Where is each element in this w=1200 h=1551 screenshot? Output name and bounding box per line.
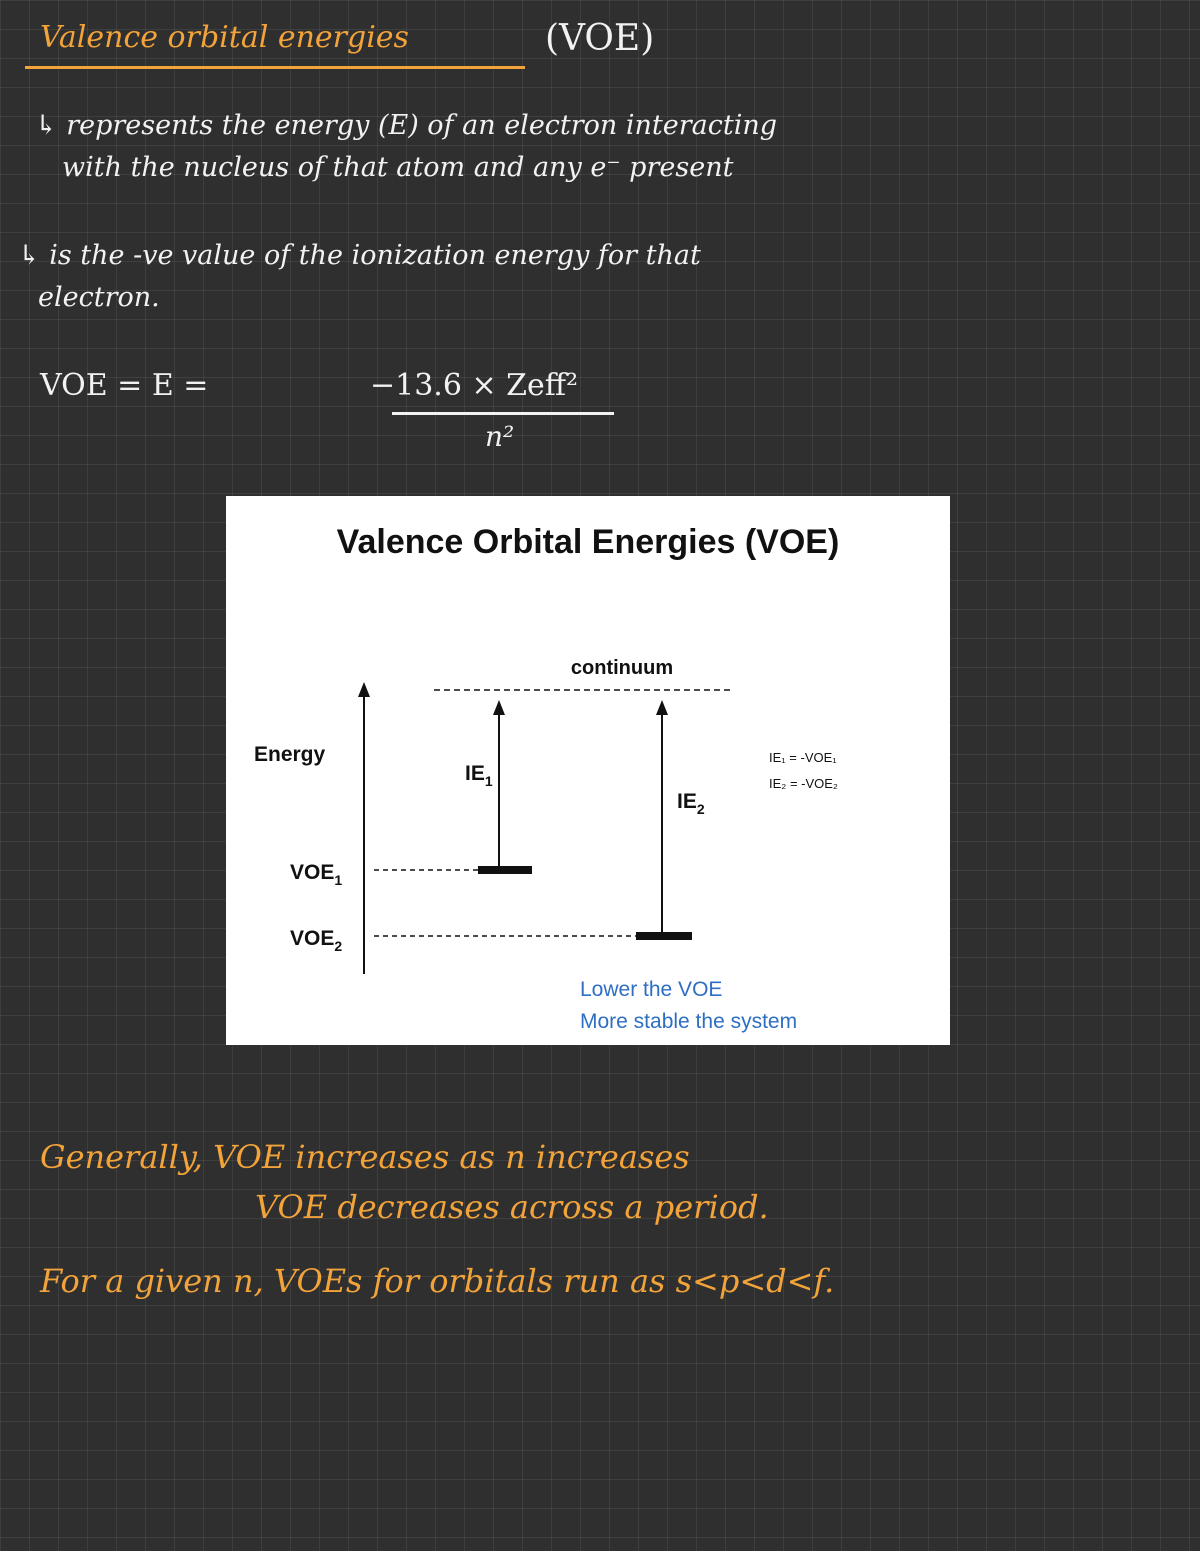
definition-line-3: ↳ is the -ve value of the ionization energy for that <box>18 240 701 271</box>
equation-lhs: VOE = E = <box>40 368 209 403</box>
equation-numerator: −13.6 × Zeff² <box>370 368 579 403</box>
definition-line-2: with the nucleus of that atom and any e⁻ present <box>62 152 734 183</box>
notes-title-abbr: (VOE) <box>545 18 655 59</box>
ie2-label: $IE_2$ <box>677 790 705 817</box>
caption-line-1: Lower the VOE <box>580 978 723 1001</box>
energy-diagram <box>226 496 950 1045</box>
ie1-label: $IE_1$ <box>465 762 493 789</box>
legend-line-1: IE₁ = -VOE₁ <box>769 750 837 765</box>
energy-label: Energy <box>254 743 326 766</box>
generally-line-1: Generally, VOE increases as n increases <box>40 1138 690 1176</box>
voe1-label: $VOE_1$ <box>290 861 343 888</box>
continuum-label: continuum <box>570 657 674 679</box>
slide-figure <box>226 496 950 1045</box>
equation-denominator: n² <box>485 420 515 453</box>
voe1-level-bar <box>478 866 532 874</box>
energy-axis-arrowhead <box>358 682 370 697</box>
equation-fraction-bar <box>392 412 614 415</box>
ie1-arrowhead <box>493 700 505 715</box>
notes-title: Valence orbital energies <box>40 20 409 55</box>
ie2-arrowhead <box>656 700 668 715</box>
voe2-label: $VOE_2$ <box>290 927 343 954</box>
definition-line-4: electron. <box>38 282 160 313</box>
caption-line-2: More stable the system <box>580 1010 798 1033</box>
generally-line-2: VOE decreases across a period. <box>255 1188 769 1226</box>
definition-line-1: ↳ represents the energy (E) of an electron interacting <box>35 110 778 141</box>
voe2-level-bar <box>636 932 692 940</box>
slide-title: Valence Orbital Energies (VOE) <box>336 523 840 561</box>
orbital-order-line: For a given n, VOEs for orbitals run as s<p<d<f. <box>40 1262 835 1300</box>
title-underline <box>25 66 525 69</box>
legend-line-2: IE₂ = -VOE₂ <box>769 776 838 791</box>
